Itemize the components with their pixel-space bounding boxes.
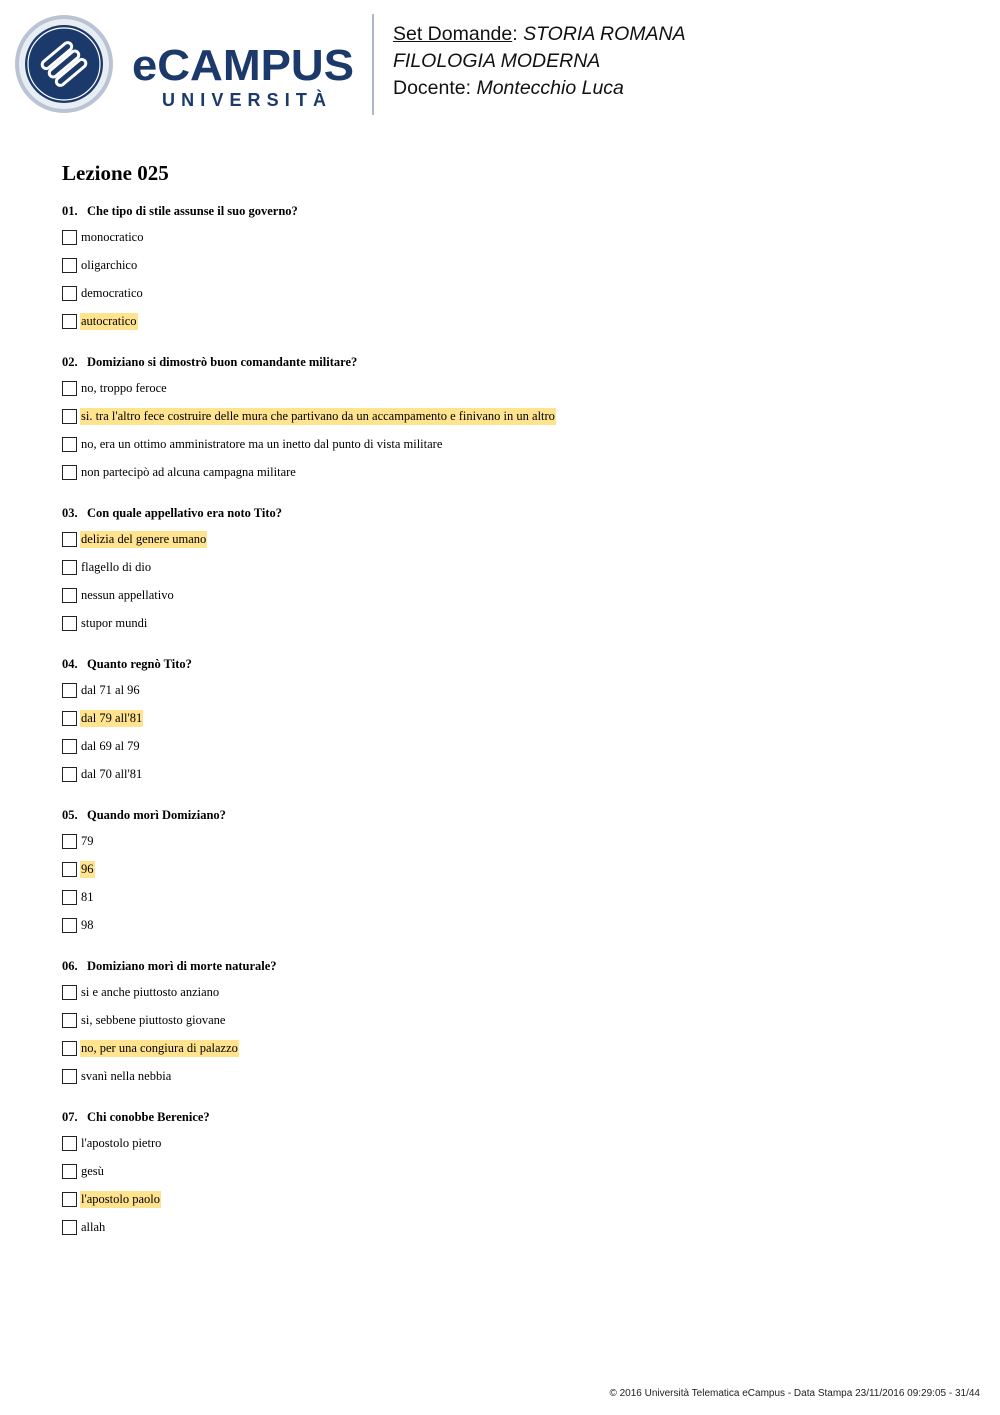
- set-line: [393, 21, 686, 48]
- option-checkbox[interactable]: [62, 616, 77, 631]
- option-label: svanì nella nebbia: [81, 1069, 172, 1083]
- option-label: stupor mundi: [81, 616, 148, 630]
- page-header: [0, 0, 1000, 130]
- option-checkbox[interactable]: [62, 834, 77, 849]
- option-checkbox[interactable]: [62, 1041, 77, 1056]
- option-label-highlighted: no, per una congiura di palazzo: [81, 1041, 238, 1055]
- header-divider: [372, 14, 374, 115]
- option-checkbox[interactable]: [62, 286, 77, 301]
- option-checkbox[interactable]: [62, 1192, 77, 1207]
- question-number: 06.: [62, 959, 78, 973]
- option-label-highlighted: autocratico: [81, 314, 137, 328]
- question-text: [62, 202, 298, 220]
- option-label: dal 71 al 96: [81, 683, 140, 697]
- option-checkbox[interactable]: [62, 532, 77, 547]
- option-label: si e anche piuttosto anziano: [81, 985, 220, 999]
- option-label: democratico: [81, 286, 143, 300]
- question-label: Domiziano si dimostrò buon comandante militare?: [87, 355, 358, 369]
- option-checkbox[interactable]: [62, 258, 77, 273]
- option-checkbox[interactable]: [62, 230, 77, 245]
- option-label: l'apostolo pietro: [81, 1136, 162, 1150]
- question-label: Chi conobbe Berenice?: [87, 1110, 210, 1124]
- ecampus-logo: [14, 14, 359, 118]
- option-checkbox[interactable]: [62, 1136, 77, 1151]
- question-text: [62, 957, 277, 975]
- option-label: allah: [81, 1220, 106, 1234]
- question-text: [62, 1108, 210, 1126]
- option-checkbox[interactable]: [62, 1164, 77, 1179]
- option-label-highlighted: 96: [81, 862, 94, 876]
- logo-subtext: UNIVERSITÀ: [162, 90, 326, 110]
- course-name: FILOLOGIA MODERNA: [393, 50, 601, 72]
- option-label: no, troppo feroce: [81, 381, 167, 395]
- option-label: 79: [81, 834, 94, 848]
- question-number: 04.: [62, 657, 78, 671]
- question-label: Domiziano morì di morte naturale?: [87, 959, 277, 973]
- teacher-label: Docente:: [393, 77, 477, 99]
- question-text: [62, 806, 226, 824]
- option-checkbox[interactable]: [62, 1013, 77, 1028]
- option-label: dal 69 al 79: [81, 739, 140, 753]
- option-checkbox[interactable]: [62, 767, 77, 782]
- option-checkbox[interactable]: [62, 1069, 77, 1084]
- question-text: [62, 504, 282, 522]
- question-number: 07.: [62, 1110, 78, 1124]
- option-checkbox[interactable]: [62, 560, 77, 575]
- teacher-name: Montecchio Luca: [476, 77, 624, 99]
- question-label: Che tipo di stile assunse il suo governo?: [87, 204, 298, 218]
- question-number: 03.: [62, 506, 78, 520]
- option-checkbox[interactable]: [62, 381, 77, 396]
- option-label-highlighted: l'apostolo paolo: [81, 1192, 160, 1206]
- option-label: no, era un ottimo amministratore ma un inetto dal punto di vista militare: [81, 437, 443, 451]
- course-line: [393, 48, 686, 75]
- option-checkbox[interactable]: [62, 890, 77, 905]
- option-label: 81: [81, 890, 94, 904]
- option-checkbox[interactable]: [62, 739, 77, 754]
- option-checkbox[interactable]: [62, 862, 77, 877]
- question-text: [62, 655, 192, 673]
- option-label: nessun appellativo: [81, 588, 174, 602]
- option-label: non partecipò ad alcuna campagna militare: [81, 465, 296, 479]
- option-label-highlighted: si. tra l'altro fece costruire delle mura che partivano da un accampamento e finivano in un altro: [81, 409, 555, 423]
- option-checkbox[interactable]: [62, 314, 77, 329]
- teacher-line: [393, 75, 686, 102]
- option-label: dal 70 all'81: [81, 767, 143, 781]
- option-label-highlighted: delizia del genere umano: [81, 532, 207, 546]
- question-number: 05.: [62, 808, 78, 822]
- course-info: [393, 21, 686, 102]
- option-label: 98: [81, 918, 94, 932]
- option-checkbox[interactable]: [62, 588, 77, 603]
- subject-name: STORIA ROMANA: [523, 23, 686, 45]
- option-label: monocratico: [81, 230, 144, 244]
- option-checkbox[interactable]: [62, 918, 77, 933]
- option-checkbox[interactable]: [62, 711, 77, 726]
- option-checkbox[interactable]: [62, 1220, 77, 1235]
- question-number: 02.: [62, 355, 78, 369]
- set-label: Set Domande: [393, 23, 513, 45]
- question-label: Con quale appellativo era noto Tito?: [87, 506, 283, 520]
- option-checkbox[interactable]: [62, 683, 77, 698]
- option-label: oligarchico: [81, 258, 138, 272]
- option-label-highlighted: dal 79 all'81: [81, 711, 143, 725]
- question-label: Quando morì Domiziano?: [87, 808, 226, 822]
- option-checkbox[interactable]: [62, 437, 77, 452]
- option-label: gesù: [81, 1164, 104, 1178]
- option-checkbox[interactable]: [62, 409, 77, 424]
- option-checkbox[interactable]: [62, 465, 77, 480]
- option-label: flagello di dio: [81, 560, 152, 574]
- option-checkbox[interactable]: [62, 985, 77, 1000]
- logo-wordmark: eCAMPUS: [132, 41, 354, 90]
- question-text: [62, 353, 357, 371]
- option-label: si, sebbene piuttosto giovane: [81, 1013, 226, 1027]
- lesson-title: Lezione 025: [62, 161, 169, 185]
- question-label: Quanto regnò Tito?: [87, 657, 192, 671]
- page-footer: © 2016 Università Telematica eCampus - Data Stampa 23/11/2016 09:29:05 - 31/44: [609, 1388, 980, 1399]
- set-separator: :: [512, 23, 524, 45]
- logo-seal-disc: [25, 25, 103, 103]
- question-number: 01.: [62, 204, 78, 218]
